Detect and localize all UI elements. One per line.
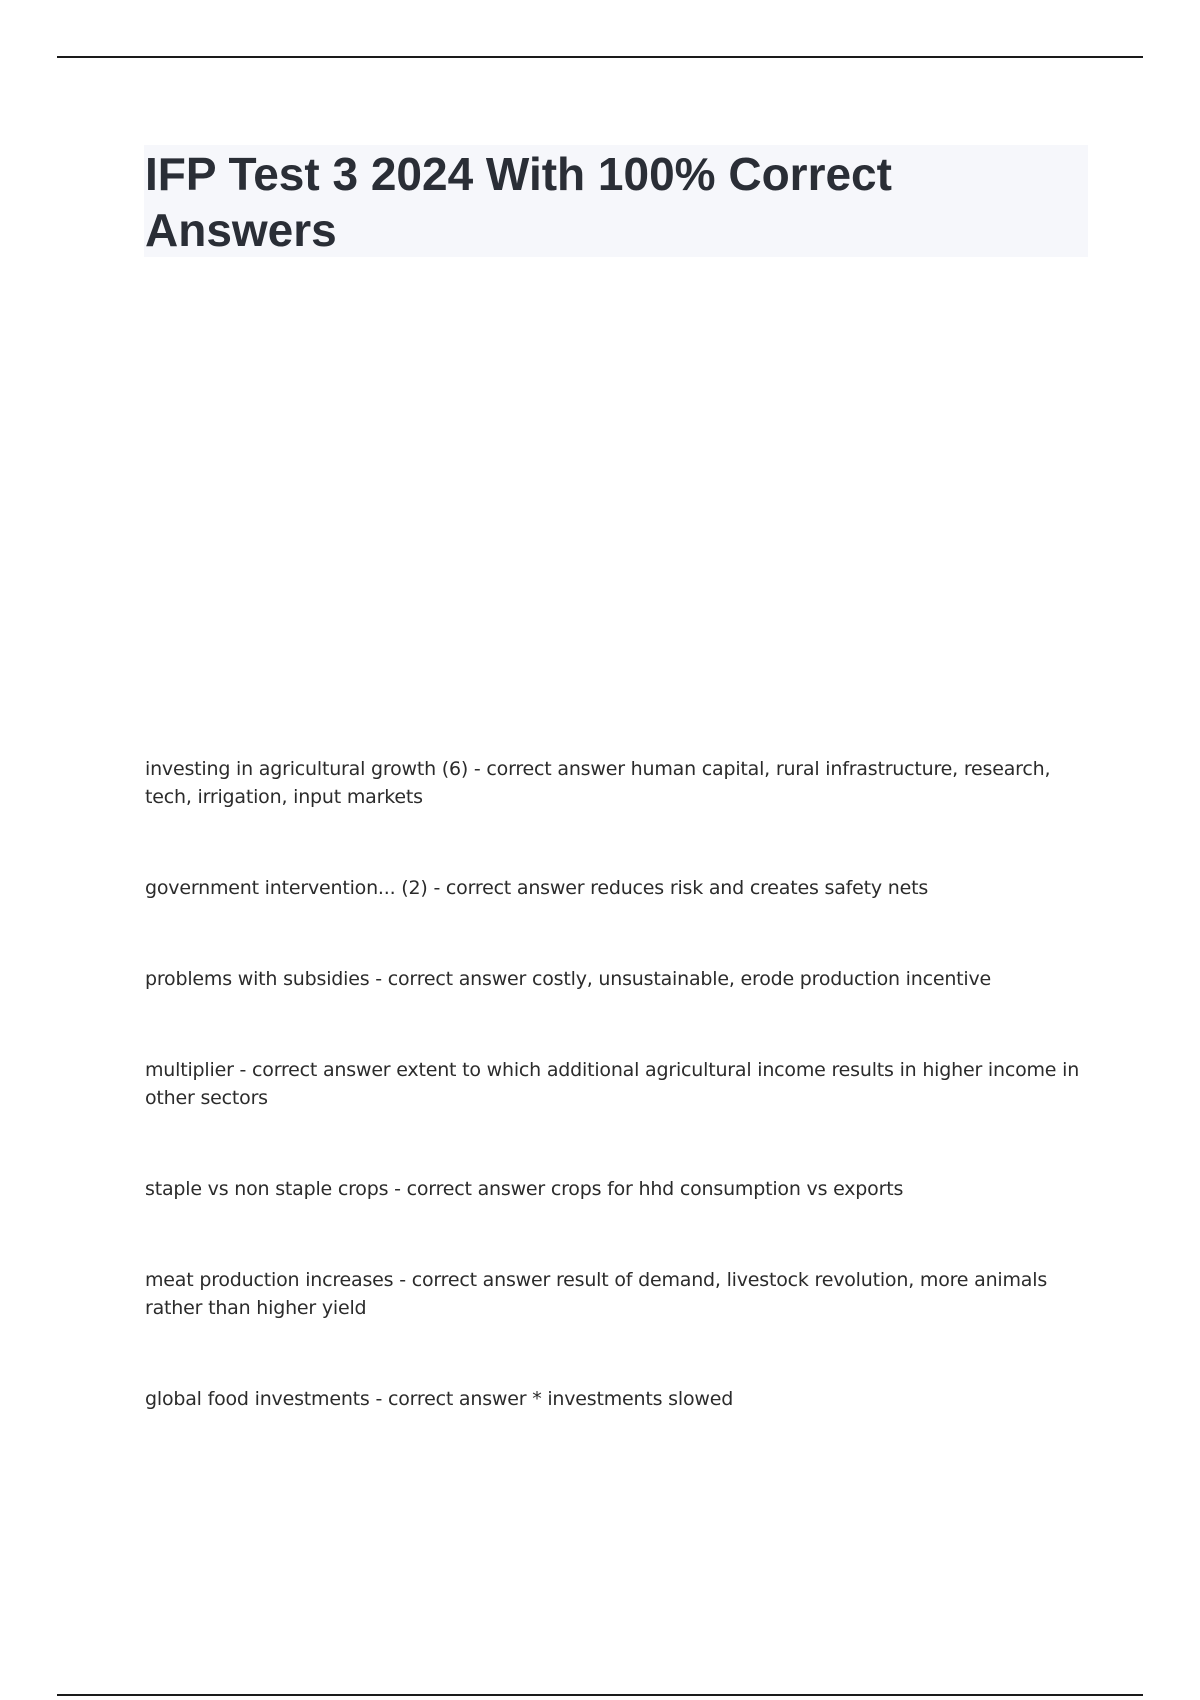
qa-separator: - correct answer	[473, 758, 625, 780]
qa-term: problems with subsidies	[145, 968, 370, 990]
qa-term: global food investments	[145, 1388, 370, 1410]
qa-list	[145, 755, 1080, 1476]
bottom-rule	[57, 1694, 1143, 1696]
qa-term: multiplier	[145, 1059, 234, 1081]
qa-separator: - correct answer	[399, 1269, 551, 1291]
qa-answer: result of demand, livestock revolution, more animals rather than higher yield	[145, 1269, 1048, 1319]
qa-separator: - correct answer	[433, 877, 585, 899]
qa-item	[145, 1056, 1080, 1112]
top-rule	[57, 56, 1143, 58]
qa-answer: * investments slowed	[532, 1388, 734, 1410]
document-title: IFP Test 3 2024 With 100% Correct Answers	[145, 148, 892, 256]
qa-item	[145, 1266, 1080, 1322]
qa-term: meat production increases	[145, 1269, 394, 1291]
qa-separator: - correct answer	[375, 968, 527, 990]
qa-item	[145, 874, 1080, 902]
qa-separator: - correct answer	[239, 1059, 391, 1081]
qa-item	[145, 1385, 1080, 1413]
qa-separator: - correct answer	[375, 1388, 527, 1410]
qa-item	[145, 1175, 1080, 1203]
qa-answer: human capital, rural infrastructure, research, tech, irrigation, input markets	[145, 758, 1051, 808]
qa-answer: reduces risk and creates safety nets	[590, 877, 929, 899]
qa-answer: crops for hhd consumption vs exports	[550, 1178, 904, 1200]
qa-term: investing in agricultural growth (6)	[145, 758, 469, 780]
qa-item	[145, 965, 1080, 993]
qa-answer: extent to which additional agricultural income results in higher income in other sectors	[145, 1059, 1080, 1109]
qa-term: staple vs non staple crops	[145, 1178, 389, 1200]
qa-term: government intervention... (2)	[145, 877, 428, 899]
qa-answer: costly, unsustainable, erode production incentive	[532, 968, 992, 990]
qa-item	[145, 755, 1080, 811]
qa-separator: - correct answer	[394, 1178, 546, 1200]
